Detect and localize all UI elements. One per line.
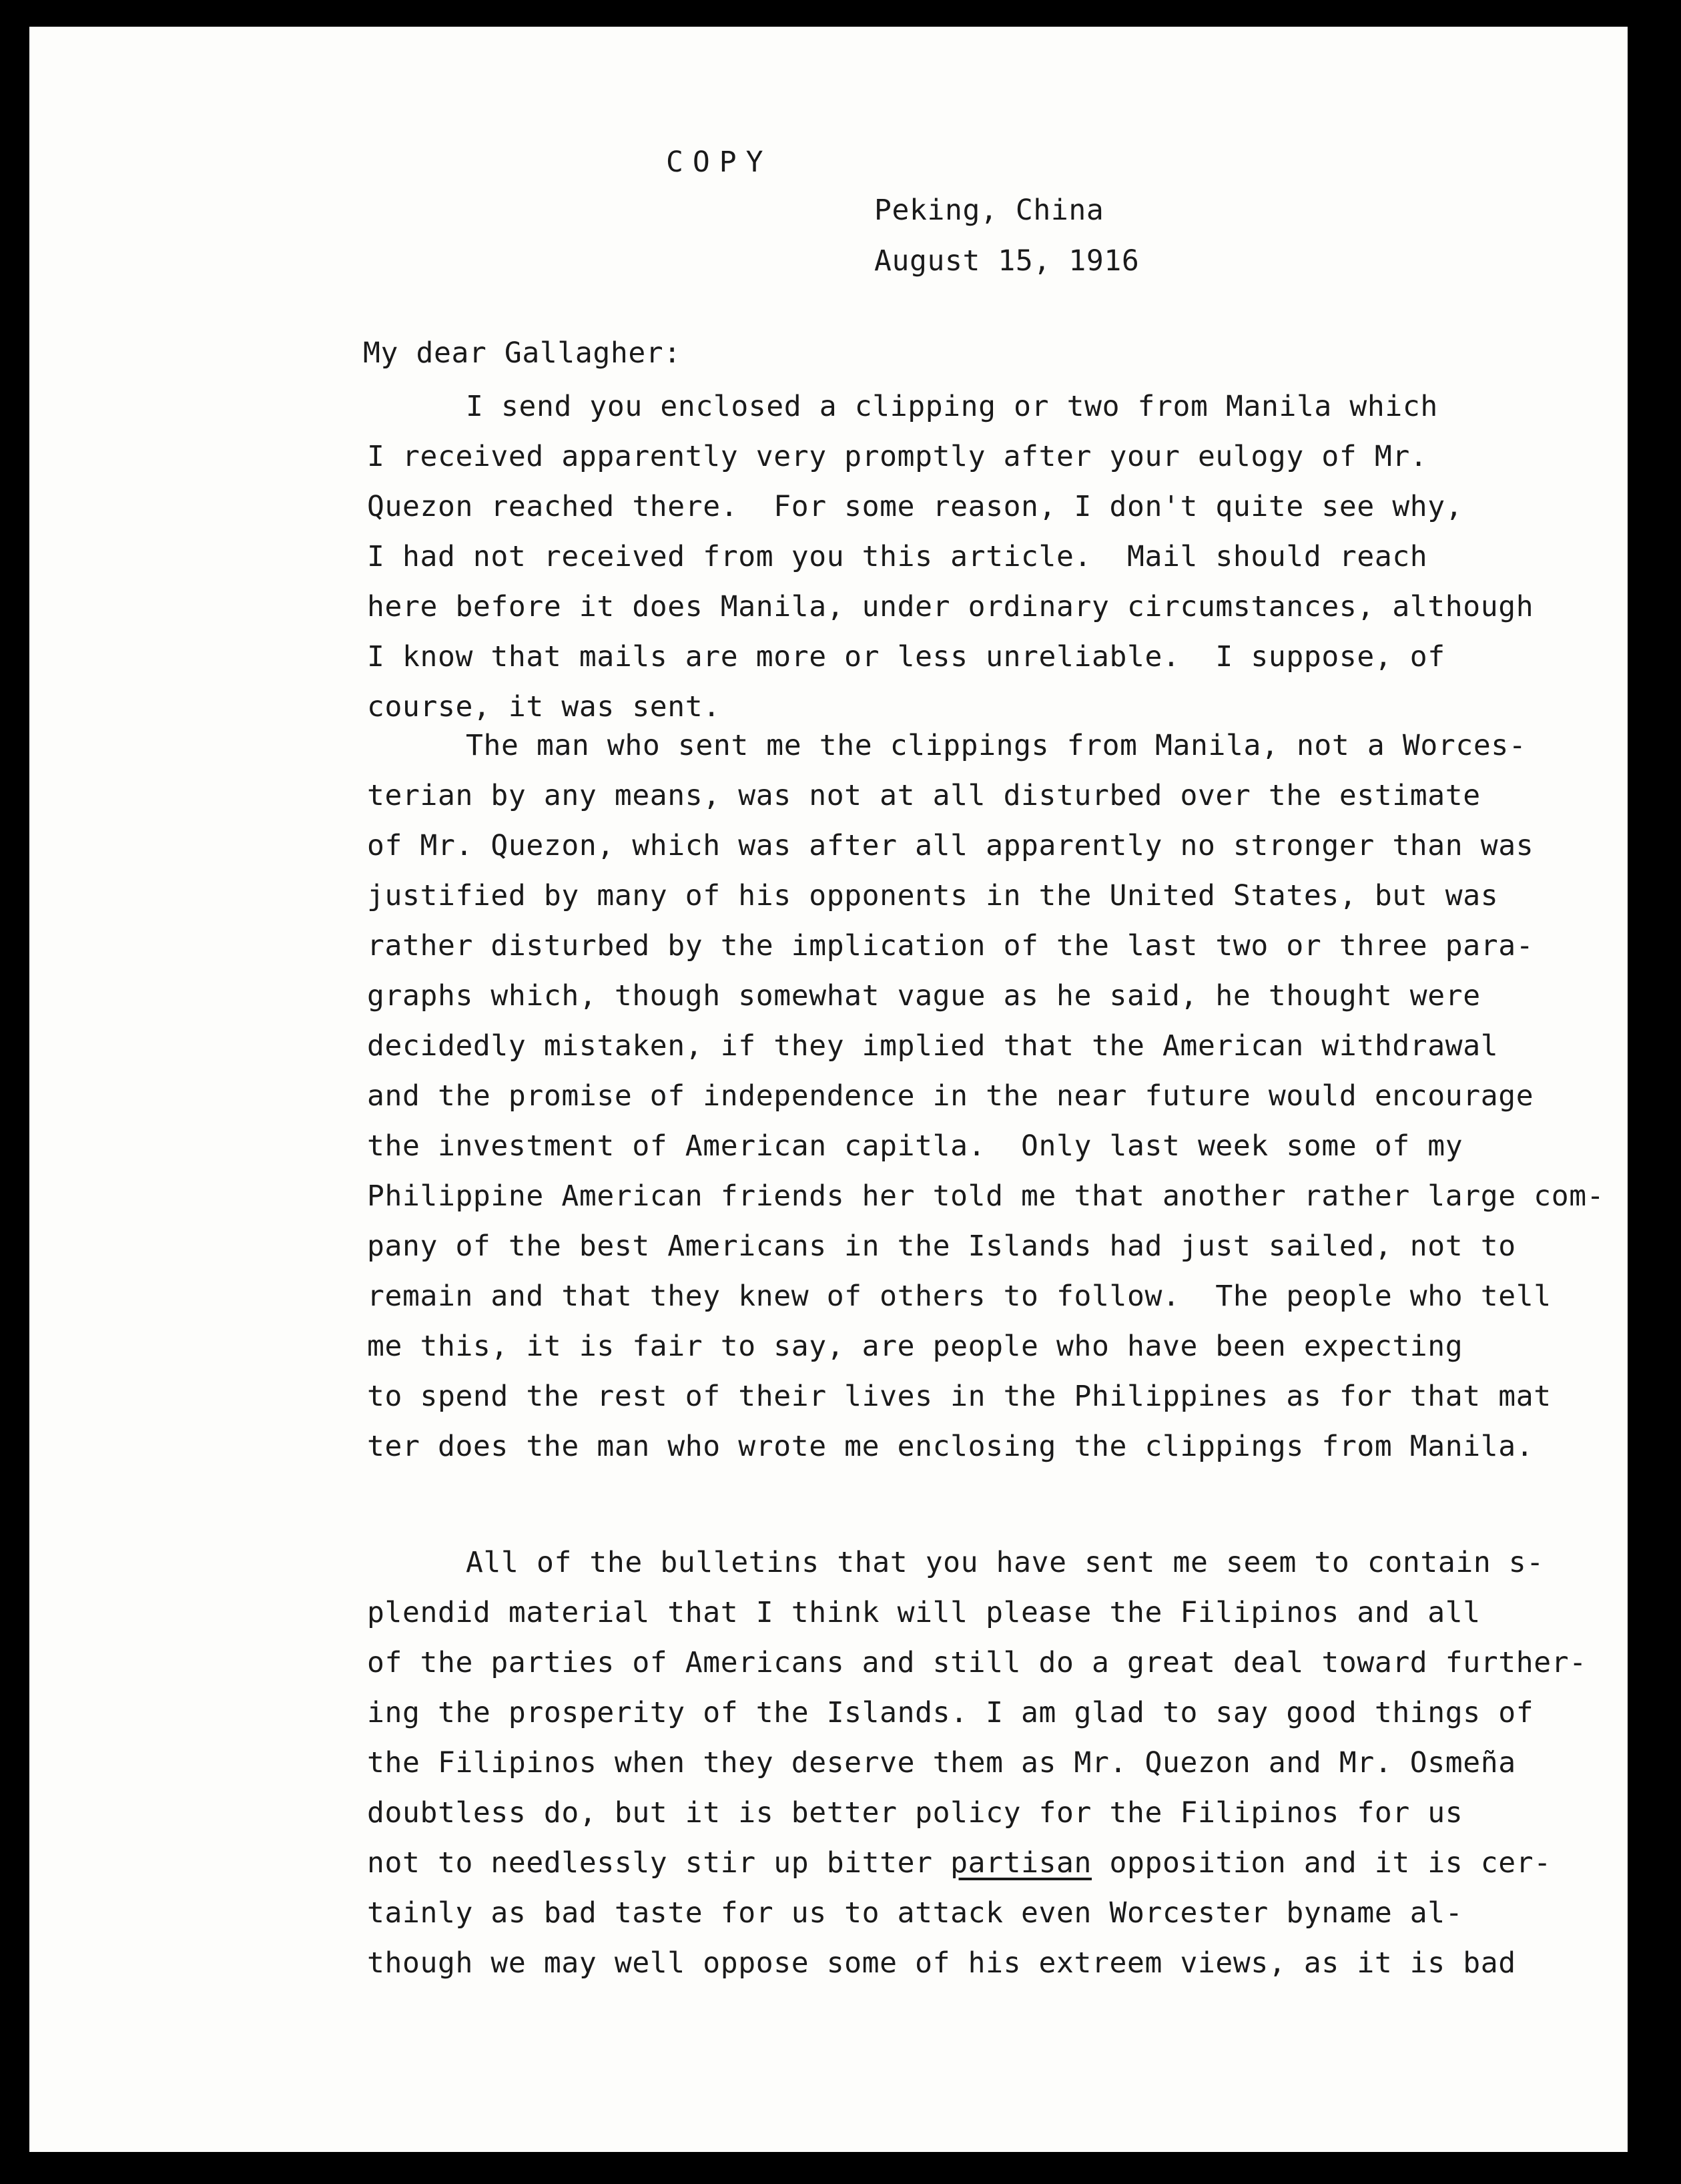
salutation: My dear Gallagher: <box>363 336 681 370</box>
text-line: though we may well oppose some of his extreem views, as it is bad <box>367 1946 1516 1980</box>
text-line: of the parties of Americans and still do a great deal toward further- <box>367 1646 1587 1679</box>
text-line: graphs which, though somewhat vague as he said, he thought were <box>367 979 1481 1013</box>
text-line: All of the bulletins that you have sent me seem to contain s- <box>466 1546 1544 1579</box>
text-line: decidedly mistaken, if they implied that the American withdrawal <box>367 1029 1499 1063</box>
paragraph-2 <box>367 721 1604 1472</box>
text-line: of Mr. Quezon, which was after all apparently no stronger than was <box>367 829 1534 862</box>
text-line: rather disturbed by the implication of the last two or three para- <box>367 929 1534 963</box>
text-segment: opposition and it is cer- <box>1092 1846 1552 1880</box>
text-line: justified by many of his opponents in the United States, but was <box>367 879 1499 912</box>
paragraph-1 <box>367 382 1534 732</box>
text-line <box>367 1838 1587 1888</box>
text-line: tainly as bad taste for us to attack even Worcester byname al- <box>367 1896 1463 1930</box>
text-line: course, it was sent. <box>367 690 721 724</box>
text-line: Quezon reached there. For some reason, I don't quite see why, <box>367 490 1463 523</box>
text-line: I send you enclosed a clipping or two from Manila which <box>466 390 1438 423</box>
text-line: I had not received from you this article. Mail should reach <box>367 540 1428 573</box>
text-line: the Filipinos when they deserve them as Mr. Quezon and Mr. Osmeña <box>367 1746 1516 1780</box>
text-line: terian by any means, was not at all disturbed over the estimate <box>367 779 1481 812</box>
text-line: The man who sent me the clippings from Manila, not a Worces- <box>466 729 1527 762</box>
text-line: remain and that they knew of others to follow. The people who tell <box>367 1280 1552 1313</box>
copy-label: COPY <box>666 146 773 179</box>
text-line: doubtless do, but it is better policy for the Filipinos for us <box>367 1796 1463 1830</box>
typed-letter <box>29 27 1628 2152</box>
underlined-word: partisan <box>950 1846 1092 1880</box>
text-segment: not to needlessly stir up bitter <box>367 1846 951 1880</box>
text-line: ter does the man who wrote me enclosing the clippings from Manila. <box>367 1430 1534 1463</box>
text-line: Philippine American friends her told me that another rather large com- <box>367 1179 1605 1213</box>
text-line: I know that mails are more or less unreliable. I suppose, of <box>367 640 1445 673</box>
text-line: pany of the best Americans in the Islands had just sailed, not to <box>367 1230 1516 1263</box>
paragraph-3 <box>367 1538 1587 1988</box>
scanned-page <box>29 27 1628 2152</box>
text-line: to spend the rest of their lives in the Philippines as for that mat <box>367 1380 1552 1413</box>
text-line: the investment of American capitla. Only last week some of my <box>367 1129 1463 1163</box>
text-line: I received apparently very promptly after your eulogy of Mr. <box>367 440 1428 473</box>
letter-date: August 15, 1916 <box>874 244 1140 278</box>
text-line: here before it does Manila, under ordinary circumstances, although <box>367 590 1534 623</box>
text-line: plendid material that I think will please the Filipinos and all <box>367 1596 1481 1629</box>
text-line: me this, it is fair to say, are people who have been expecting <box>367 1330 1463 1363</box>
letter-place: Peking, China <box>874 194 1104 227</box>
text-line: and the promise of independence in the near future would encourage <box>367 1079 1534 1113</box>
text-line: ing the prosperity of the Islands. I am glad to say good things of <box>367 1696 1534 1729</box>
